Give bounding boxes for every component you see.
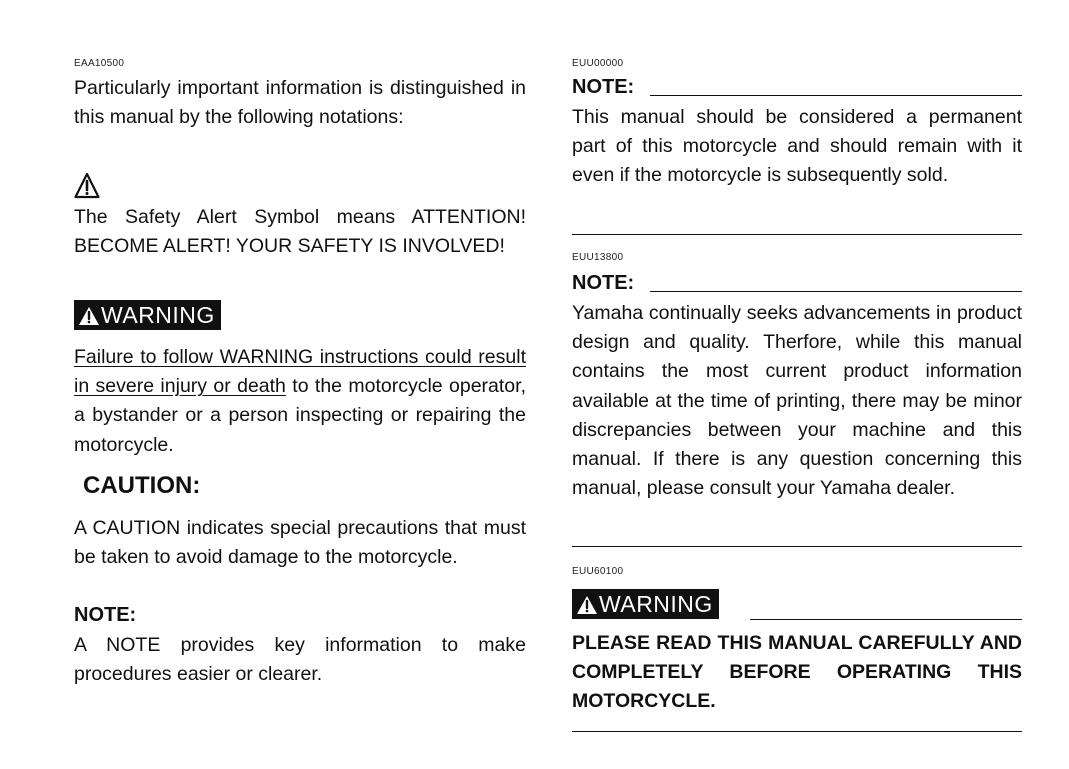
safety-alert-paragraph: The Safety Alert Symbol means ATTENTION! BECOME ALERT! YOUR SAFETY IS INVOLVED!	[74, 206, 526, 258]
divider	[572, 546, 1022, 547]
note-paragraph: A NOTE provides key information to make procedures easier or clearer.	[74, 634, 526, 686]
divider	[650, 95, 1022, 96]
warning-paragraph	[74, 343, 526, 460]
warning-read-manual-paragraph: PLEASE READ THIS MANUAL CAREFULLY AND COMPLETELY BEFORE OPERATING THIS MOTORCYCLE.	[572, 632, 1022, 713]
warning-underlined-text: Failure to follow WARNING instructions could result in severe injury or death	[74, 346, 526, 398]
warning-badge-label: WARNING	[599, 591, 713, 617]
note2-paragraph: Yamaha continually seeks advancements in product design and quality. Therfore, while this manual contains the most current product information available at the time of printing, there may be minor discrepancies between your machine and this manual. If there is any question concerning this manual, please consult your Yamaha dealer.	[572, 302, 1022, 500]
warning-badge	[572, 589, 719, 619]
warning-triangle-icon	[576, 595, 598, 615]
note1-paragraph: This manual should be considered a permanent part of this motorcycle and should remain with it even if the motorcycle is subsequently sold.	[572, 106, 1022, 187]
note2-title: NOTE:	[572, 272, 635, 294]
divider	[572, 234, 1022, 235]
note1-title: NOTE:	[572, 76, 635, 98]
note-title: NOTE:	[74, 604, 137, 626]
section-code: EUU00000	[572, 58, 624, 69]
caution-title: CAUTION:	[83, 472, 201, 499]
warning-triangle-icon	[78, 306, 100, 326]
section-code: EUU13800	[572, 252, 624, 263]
intro-paragraph: Particularly important information is distinguished in this manual by the following notations:	[74, 77, 526, 129]
warning-rest-text: to the motorcycle operator, a bystander or a person inspecting or repairing the motorcycle.	[74, 375, 526, 456]
divider	[572, 731, 1022, 732]
warning-badge-label: WARNING	[101, 302, 215, 328]
caution-paragraph: A CAUTION indicates special precautions that must be taken to avoid damage to the motorcycle.	[74, 517, 526, 569]
divider	[650, 291, 1022, 292]
section-code: EUU60100	[572, 566, 624, 577]
safety-alert-icon	[74, 172, 100, 200]
section-code: EAA10500	[74, 58, 125, 69]
warning-badge	[74, 300, 221, 330]
divider	[750, 619, 1022, 620]
